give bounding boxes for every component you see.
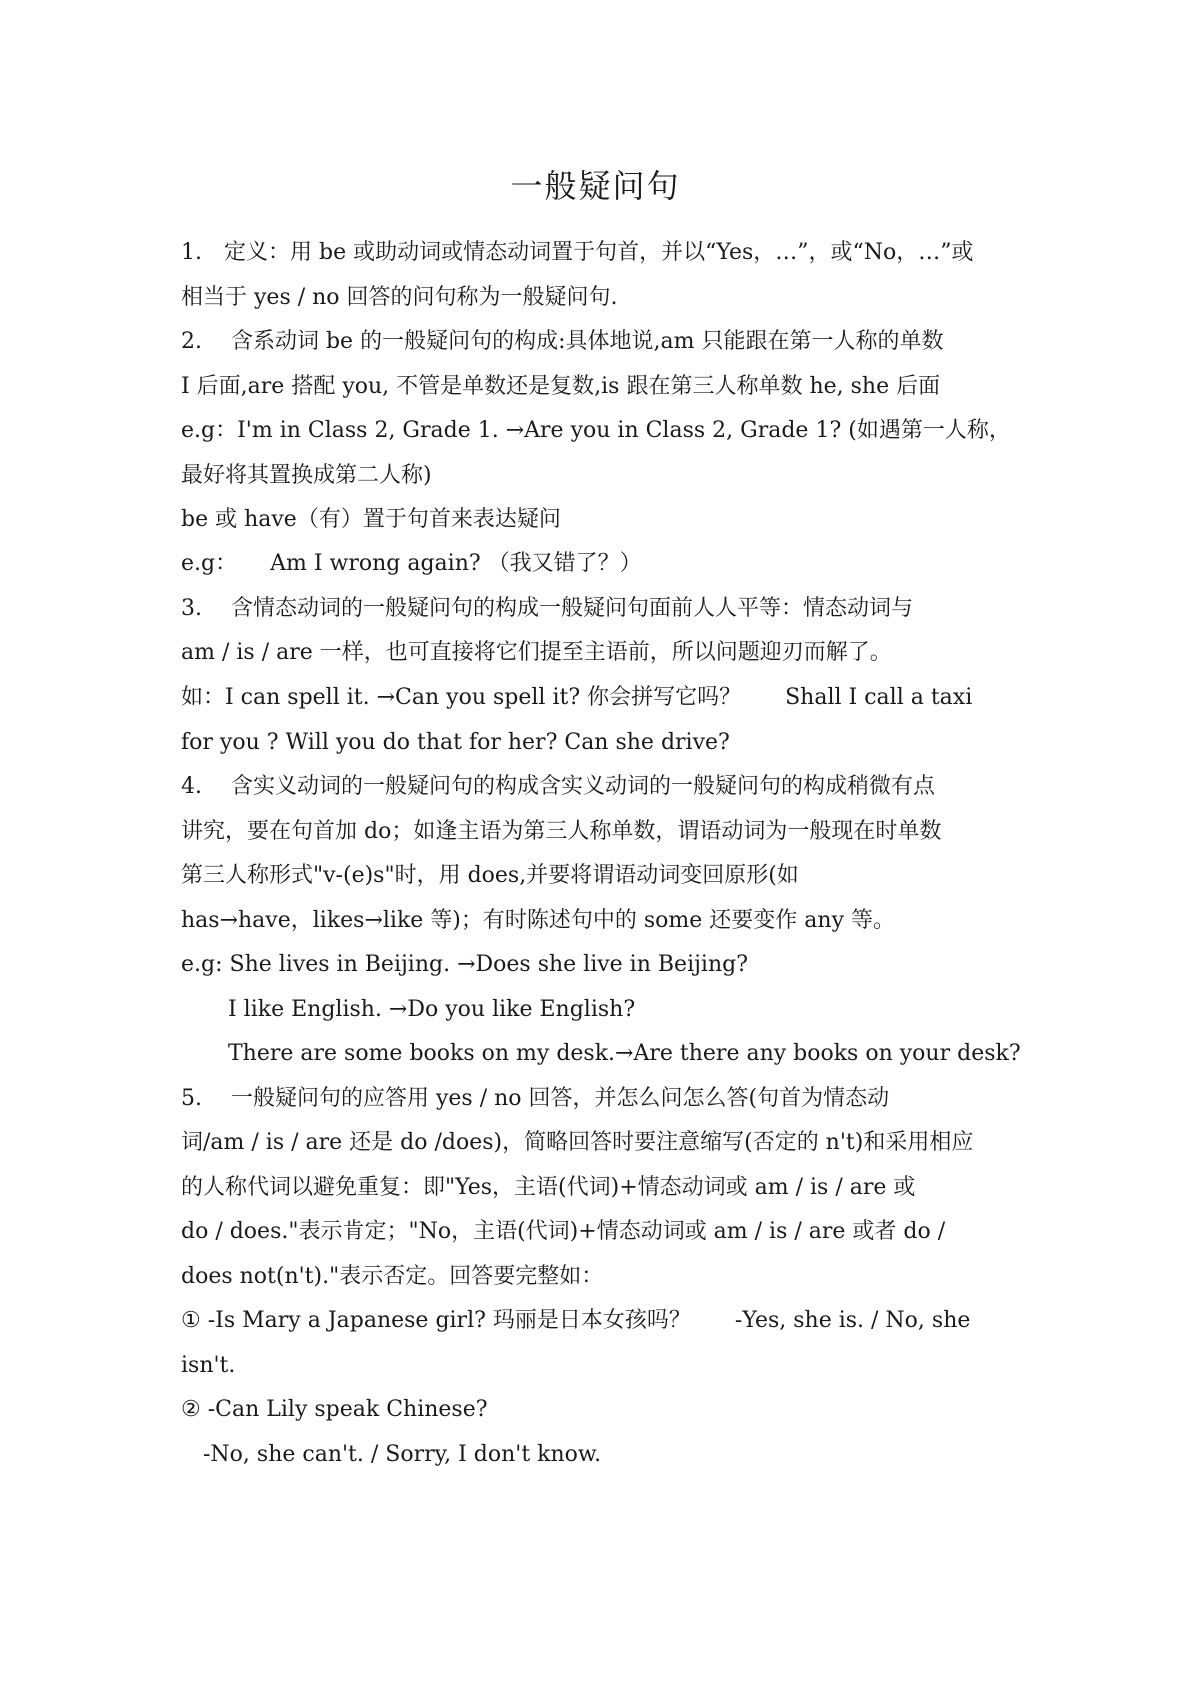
text-line: 5. 一般疑问句的应答用 yes / no 回答，并怎么问怎么答(句首为情态动 bbox=[181, 1086, 890, 1111]
text-line: 词/am / is / are 还是 do /does)，简略回答时要注意缩写(否定的 n't)和采用相应 bbox=[181, 1130, 974, 1155]
text-line: 4. 含实义动词的一般疑问句的构成含实义动词的一般疑问句的构成稍微有点 bbox=[181, 774, 935, 799]
text-line: ② -Can Lily speak Chinese? bbox=[181, 1397, 488, 1422]
text-line: for you ? Will you do that for her? Can she drive? bbox=[181, 730, 730, 755]
text-line: 3. 含情态动词的一般疑问句的构成一般疑问句面前人人平等：情态动词与 bbox=[181, 596, 913, 621]
text-line: has→have，likes→like 等)；有时陈述句中的 some 还要变作 any 等。 bbox=[181, 908, 895, 933]
text-line: do / does."表示肯定；"No，主语(代词)+情态动词或 am / is / are 或者 do / bbox=[181, 1219, 946, 1244]
text-line: 讲究，要在句首加 do；如逢主语为第三人称单数，谓语动词为一般现在时单数 bbox=[181, 819, 942, 844]
text-line: 的人称代词以避免重复：即"Yes，主语(代词)+情态动词或 am / is / are 或 bbox=[181, 1175, 916, 1200]
text-line: e.g： Am I wrong again? （我又错了？） bbox=[181, 551, 642, 576]
text-line: does not(n't)."表示否定。回答要完整如： bbox=[181, 1264, 604, 1289]
text-line: -No, she can't. / Sorry, I don't know. bbox=[203, 1442, 602, 1467]
text-line: There are some books on my desk.→Are there any books on your desk? bbox=[228, 1041, 1021, 1066]
text-line: 相当于 yes / no 回答的问句称为一般疑问句. bbox=[181, 285, 618, 310]
text-line: 2. 含系动词 be 的一般疑问句的构成:具体地说,am 只能跟在第一人称的单数 bbox=[181, 329, 944, 354]
text-line: 1. 定义：用 be 或助动词或情态动词置于句首，并以“Yes，…”，或“No，…”或 bbox=[181, 240, 974, 265]
text-line: e.g: She lives in Beijing. →Does she live in Beijing? bbox=[181, 952, 749, 977]
text-line: isn't. bbox=[181, 1353, 236, 1378]
text-line: am / is / are 一样，也可直接将它们提至主语前，所以问题迎刃而解了。 bbox=[181, 640, 892, 665]
text-line: 如：I can spell it. →Can you spell it? 你会拼写它吗？ Shall I call a taxi bbox=[181, 685, 973, 710]
page-title: 一般疑问句 bbox=[510, 167, 681, 205]
text-line: e.g：I'm in Class 2, Grade 1. →Are you in Class 2, Grade 1? (如遇第一人称， bbox=[181, 418, 1011, 443]
text-line: 第三人称形式"v-(e)s"时，用 does,并要将谓语动词变回原形(如 bbox=[181, 863, 799, 888]
text-line: I like English. →Do you like English? bbox=[228, 997, 636, 1022]
text-line: I 后面,are 搭配 you, 不管是单数还是复数,is 跟在第三人称单数 he, she 后面 bbox=[181, 374, 941, 399]
text-line: ① -Is Mary a Japanese girl? 玛丽是日本女孩吗？ -Yes, she is. / No, she bbox=[181, 1308, 971, 1333]
text-line: 最好将其置换成第二人称) bbox=[181, 463, 432, 488]
text-line: be 或 have（有）置于句首来表达疑问 bbox=[181, 507, 561, 532]
